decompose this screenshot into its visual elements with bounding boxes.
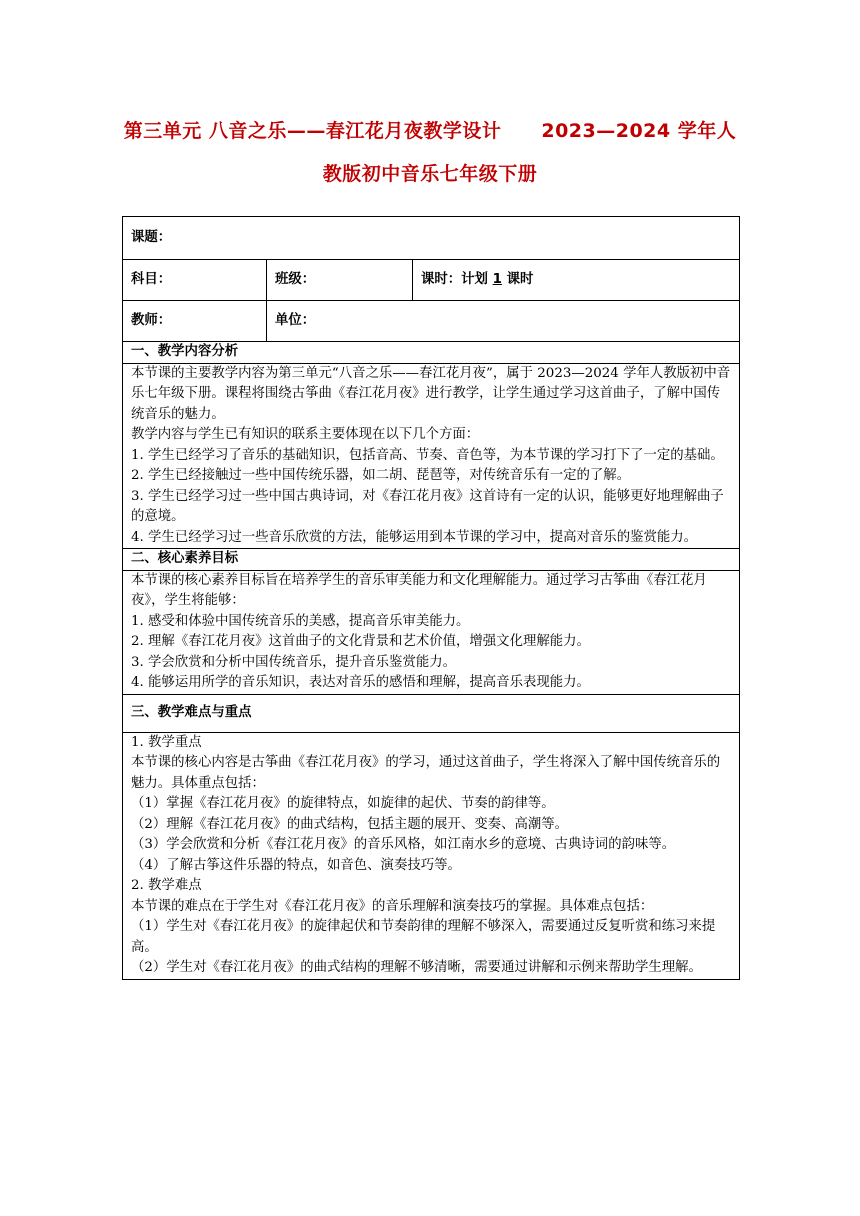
- section-heading: 三、教学难点与重点: [123, 694, 740, 732]
- paragraph: （1）学生对《春江花月夜》的旋律起伏和节奏韵律的理解不够深入，需要通过反复听赏和练习来提高。: [131, 919, 716, 955]
- topic-label: 课题：: [123, 217, 740, 260]
- paragraph: （4）了解古筝这件乐器的特点，如音色、演奏技巧等。: [131, 857, 461, 873]
- section-2-heading-row: [123, 549, 740, 571]
- paragraph: （1）掌握《春江花月夜》的旋律特点，如旋律的起伏、节奏的韵律等。: [131, 796, 555, 811]
- section-body: [123, 363, 740, 549]
- subject-label: 科目：: [123, 260, 267, 301]
- paragraph: 1. 教学重点: [131, 734, 202, 750]
- row-subject: [123, 260, 740, 301]
- section-heading: 二、核心素养目标: [123, 549, 740, 571]
- paragraph: （2）学生对《春江花月夜》的曲式结构的理解不够清晰，需要通过讲解和示例来帮助学生理解。: [131, 960, 702, 975]
- document-title-line-1: [0, 116, 860, 143]
- paragraph: （3）学会欣赏和分析《春江花月夜》的音乐风格，如江南水乡的意境、古典诗词的韵味等。: [131, 837, 676, 852]
- paragraph: 3. 学会欣赏和分析中国传统音乐，提升音乐鉴赏能力。: [131, 654, 457, 670]
- hours-value: 1: [492, 271, 502, 287]
- teacher-label: 教师：: [123, 301, 267, 342]
- section-1-heading-row: [123, 342, 740, 364]
- paragraph: 1. 感受和体验中国传统音乐的美感，提高音乐审美能力。: [131, 613, 470, 629]
- section-3-heading-row: [123, 694, 740, 732]
- paragraph: 4. 学生已经学习过一些音乐欣赏的方法，能够运用到本节课的学习中，提高对音乐的鉴赏能力。: [131, 529, 698, 545]
- row-teacher: [123, 301, 740, 342]
- hours-suffix: 课时: [501, 271, 534, 287]
- section-3-body-row: [123, 732, 740, 979]
- section-heading: 一、教学内容分析: [123, 342, 740, 364]
- title-part-2: 2023—2024 学年人: [541, 120, 737, 142]
- paragraph: 本节课的核心素养目标旨在培养学生的音乐审美能力和文化理解能力。通过学习古筝曲《春江花月夜》，学生将能够：: [131, 572, 707, 608]
- unit-label: 单位：: [267, 301, 740, 342]
- paragraph: 本节课的难点在于学生对《春江花月夜》的音乐理解和演奏技巧的掌握。具体难点包括：: [131, 898, 654, 914]
- paragraph: 2. 教学难点: [131, 878, 202, 893]
- title-part-1: 第三单元 八音之乐——春江花月夜教学设计: [123, 120, 502, 142]
- paragraph: 本节课的核心内容是古筝曲《春江花月夜》的学习，通过这首曲子，学生将深入了解中国传统音乐的魅力。具体重点包括：: [131, 755, 721, 791]
- paragraph: 3. 学生已经学习过一些中国古典诗词，对《春江花月夜》这首诗有一定的认识，能够更好地理解曲子的意境。: [131, 488, 724, 524]
- paragraph: 本节课的主要教学内容为第三单元“八音之乐——春江花月夜”，属于 2023—2024 学年人教版初中音乐七年级下册。课程将围绕古筝曲《春江花月夜》进行教学，让学生通过学习这首曲子，了解中国传统音乐的魅力。: [131, 365, 731, 422]
- section-1-body-row: [123, 363, 740, 549]
- class-label: 班级：: [267, 260, 413, 301]
- paragraph: 2. 理解《春江花月夜》这首曲子的文化背景和艺术价值，增强文化理解能力。: [131, 634, 590, 649]
- hours-prefix: 课时：计划: [421, 271, 493, 287]
- lesson-plan-table: [122, 216, 740, 980]
- paragraph: （2）理解《春江花月夜》的曲式结构，包括主题的展开、变奏、高潮等。: [131, 816, 569, 832]
- section-body: [123, 732, 740, 979]
- document-title-line-2: 教版初中音乐七年级下册: [322, 163, 538, 185]
- section-body: [123, 570, 740, 694]
- section-2-body-row: [123, 570, 740, 694]
- hours-cell: [413, 260, 740, 301]
- paragraph: 2. 学生已经接触过一些中国传统乐器，如二胡、琵琶等，对传统音乐有一定的了解。: [131, 468, 631, 483]
- paragraph: 4. 能够运用所学的音乐知识，表达对音乐的感悟和理解，提高音乐表现能力。: [131, 675, 590, 690]
- row-topic: [123, 217, 740, 260]
- paragraph: 1. 学生已经学习了音乐的基础知识，包括音高、节奏、音色等，为本节课的学习打下了一定的基础。: [131, 447, 724, 463]
- paragraph: 教学内容与学生已有知识的联系主要体现在以下几个方面：: [131, 427, 480, 442]
